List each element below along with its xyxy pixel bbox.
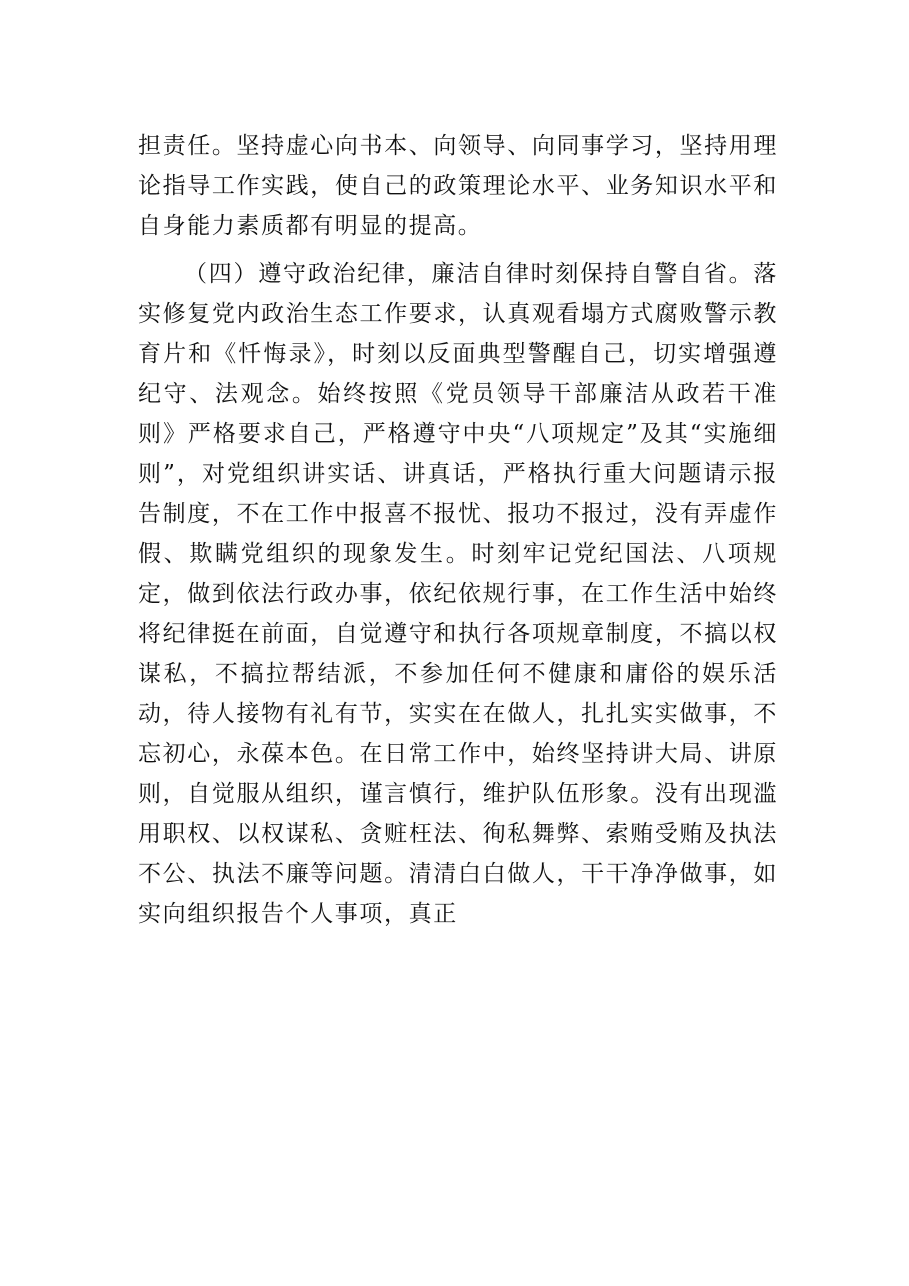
paragraph-section-four: （四）遵守政治纪律，廉洁自律时刻保持自警自省。落实修复党内政治生态工作要求，认真观看塌方式腐败警示教育片和《忏悔录》，时刻以反面典型警醒自己，切实增强遵纪守、法观念。始终按照《党员领导干部廉洁从政若干准则》严格要求自己，严格遵守中央“八项规定”及其“实施细则”，对党组织讲实话、讲真话，严格执行重大问题请示报告制度，不在工作中报喜不报忧、报功不报过，没有弄虚作假、欺瞒党组织的现象发生。时刻牢记党纪国法、八项规定，做到依法行政办事，依纪依规行事，在工作生活中始终将纪律挺在前面，自觉遵守和执行各项规章制度，不搞以权谋私，不搞拉帮结派，不参加任何不健康和庸俗的娱乐活动，待人接物有礼有节，实实在在做人，扎扎实实做事，不忘初心，永葆本色。在日常工作中，始终坚持讲大局、讲原则，自觉服从组织，谨言慎行，维护队伍形象。没有出现滥用职权、以权谋私、贪赃枉法、徇私舞弊、索贿受贿及执法不公、执法不廉等问题。清清白白做人，干干净净做事，如实向组织报告个人事项，真正 [138, 261, 778, 927]
paragraph-gap [138, 246, 778, 254]
document-body [138, 126, 778, 934]
paragraph-continuation: 担责任。坚持虚心向书本、向领导、向同事学习，坚持用理论指导工作实践，使自己的政策理论水平、业务知识水平和自身能力素质都有明显的提高。 [138, 133, 778, 239]
